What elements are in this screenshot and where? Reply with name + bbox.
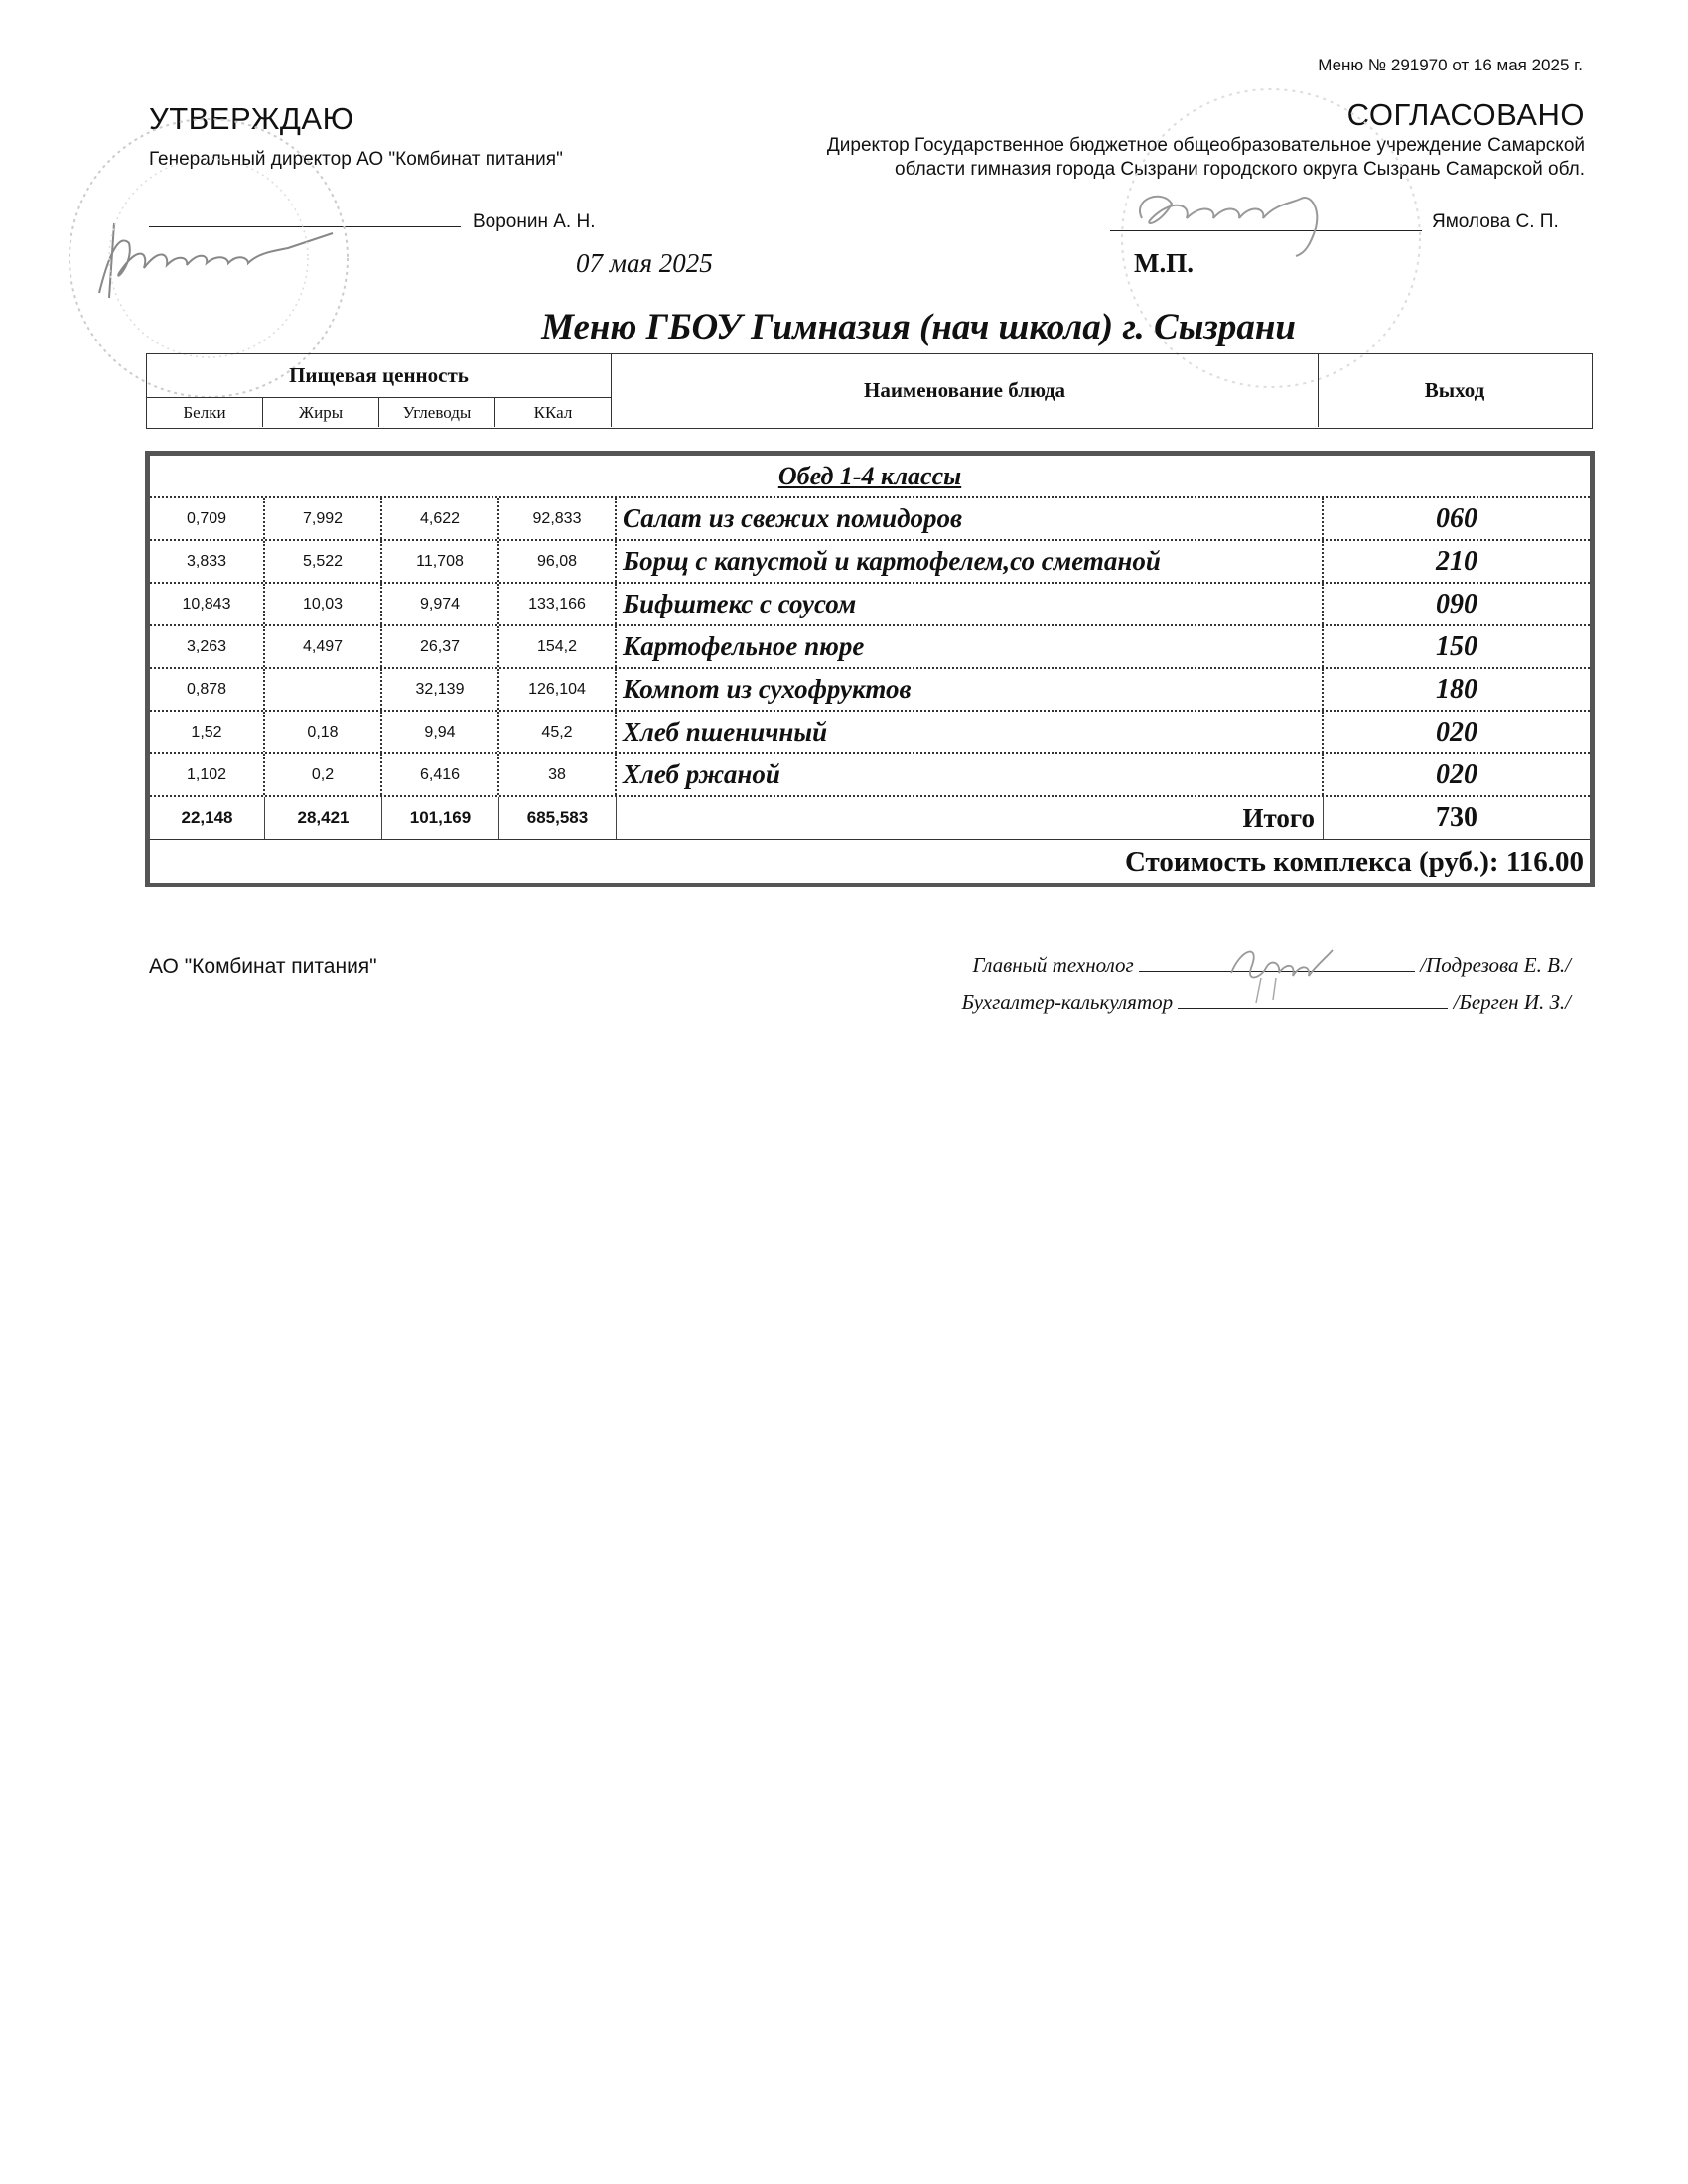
yield-cell: 180 — [1436, 673, 1477, 705]
nutrition-group-header: Пищевая ценность — [147, 354, 612, 398]
dish-name-header: Наименование блюда — [612, 354, 1319, 427]
menu-reference: Меню № 291970 от 16 мая 2025 г. — [1318, 56, 1583, 74]
technologist-name: /Подрезова Е. В./ — [1420, 953, 1571, 977]
proteins-cell: 10,843 — [150, 584, 265, 624]
kcal-cell: 126,104 — [499, 669, 617, 710]
fats-cell: 4,497 — [265, 626, 382, 667]
dish-name-cell: Салат из свежих помидоров — [617, 498, 1324, 539]
proteins-cell: 3,263 — [150, 626, 265, 667]
stamp-label: М.П. — [1134, 248, 1194, 278]
technologist-role: Главный технолог — [972, 953, 1134, 977]
table-row — [150, 669, 1590, 712]
total-proteins-cell: 22,148 — [150, 797, 265, 839]
kcal-cell: 92,833 — [499, 498, 617, 539]
section-row — [150, 456, 1590, 498]
yield-cell: 020 — [1436, 716, 1477, 748]
table-row — [150, 626, 1590, 669]
document-title: Меню ГБОУ Гимназия (нач школа) г. Сызрани — [541, 307, 1296, 347]
proteins-cell: 1,52 — [150, 712, 265, 752]
dish-name-cell: Хлеб пшеничный — [617, 712, 1324, 752]
table-row — [150, 712, 1590, 754]
yield-cell: 020 — [1436, 758, 1477, 790]
fats-cell: 10,03 — [265, 584, 382, 624]
approve-date: 07 мая 2025 — [576, 248, 713, 278]
total-kcal-cell: 685,583 — [499, 797, 617, 839]
total-label: Итого — [617, 797, 1324, 839]
footer-company: АО "Комбинат питания" — [149, 955, 377, 978]
dish-name-cell: Картофельное пюре — [617, 626, 1324, 667]
fats-cell: 5,522 — [265, 541, 382, 582]
dish-name-cell: Борщ с капустой и картофелем,со сметаной — [617, 541, 1324, 582]
carbs-cell: 26,37 — [382, 626, 499, 667]
agree-signature-line — [1110, 230, 1422, 231]
fats-cell: 0,18 — [265, 712, 382, 752]
proteins-cell: 1,102 — [150, 754, 265, 795]
agree-role — [731, 134, 1585, 182]
kcal-cell: 133,166 — [499, 584, 617, 624]
carbs-cell: 6,416 — [382, 754, 499, 795]
kcal-cell: 96,08 — [499, 541, 617, 582]
carbs-cell: 9,94 — [382, 712, 499, 752]
fats-header: Жиры — [263, 398, 379, 427]
carbs-cell: 32,139 — [382, 669, 499, 710]
complex-cost: Стоимость комплекса (руб.): 116.00 — [1124, 845, 1584, 878]
proteins-cell: 3,833 — [150, 541, 265, 582]
yield-cell: 090 — [1436, 588, 1477, 619]
menu-header-table — [146, 353, 1593, 429]
accountant-signature — [962, 990, 1571, 1015]
carbs-header: Углеводы — [379, 398, 495, 427]
agree-role-line1: Директор Государственное бюджетное общеобразовательное учреждение Самарской — [826, 135, 1585, 156]
table-row — [150, 541, 1590, 584]
approve-title: УТВЕРЖДАЮ — [149, 101, 354, 136]
fats-cell: 0,2 — [265, 754, 382, 795]
approve-name: Воронин А. Н. — [473, 211, 596, 232]
kcal-header: ККал — [495, 398, 612, 427]
table-row — [150, 498, 1590, 541]
total-row — [150, 797, 1590, 840]
proteins-cell: 0,878 — [150, 669, 265, 710]
dish-name-cell: Компот из сухофруктов — [617, 669, 1324, 710]
yield-cell: 210 — [1436, 545, 1477, 577]
proteins-header: Белки — [147, 398, 263, 427]
dish-name-cell: Хлеб ржаной — [617, 754, 1324, 795]
yield-cell: 150 — [1436, 630, 1477, 662]
menu-table — [145, 451, 1595, 887]
total-fats-cell: 28,421 — [265, 797, 382, 839]
technologist-signature-line — [1139, 953, 1415, 972]
yield-cell: 060 — [1436, 502, 1477, 534]
agree-name: Ямолова С. П. — [1432, 211, 1559, 232]
accountant-name: /Берген И. З./ — [1453, 990, 1571, 1014]
fats-cell — [265, 669, 382, 710]
approve-role: Генеральный директор АО "Комбинат питания" — [149, 149, 563, 170]
agree-role-line2: области гимназия города Сызрани городского округа Сызрань Самарской обл. — [895, 159, 1585, 180]
carbs-cell: 9,974 — [382, 584, 499, 624]
section-title: Обед 1-4 классы — [777, 462, 962, 490]
technologist-signature — [972, 953, 1571, 978]
kcal-cell: 38 — [499, 754, 617, 795]
carbs-cell: 11,708 — [382, 541, 499, 582]
fats-cell: 7,992 — [265, 498, 382, 539]
carbs-cell: 4,622 — [382, 498, 499, 539]
table-row — [150, 754, 1590, 797]
total-yield-cell: 730 — [1436, 802, 1477, 833]
proteins-cell: 0,709 — [150, 498, 265, 539]
yield-header: Выход — [1424, 378, 1485, 402]
table-row — [150, 584, 1590, 626]
kcal-cell: 154,2 — [499, 626, 617, 667]
handwritten-signature-right — [1122, 179, 1380, 258]
kcal-cell: 45,2 — [499, 712, 617, 752]
accountant-role: Бухгалтер-калькулятор — [961, 990, 1174, 1014]
accountant-signature-line — [1178, 990, 1448, 1009]
approve-signature-line — [149, 226, 461, 227]
dish-name-cell: Бифштекс с соусом — [617, 584, 1324, 624]
agree-title: СОГЛАСОВАНО — [1346, 97, 1585, 132]
total-carbs-cell: 101,169 — [382, 797, 499, 839]
